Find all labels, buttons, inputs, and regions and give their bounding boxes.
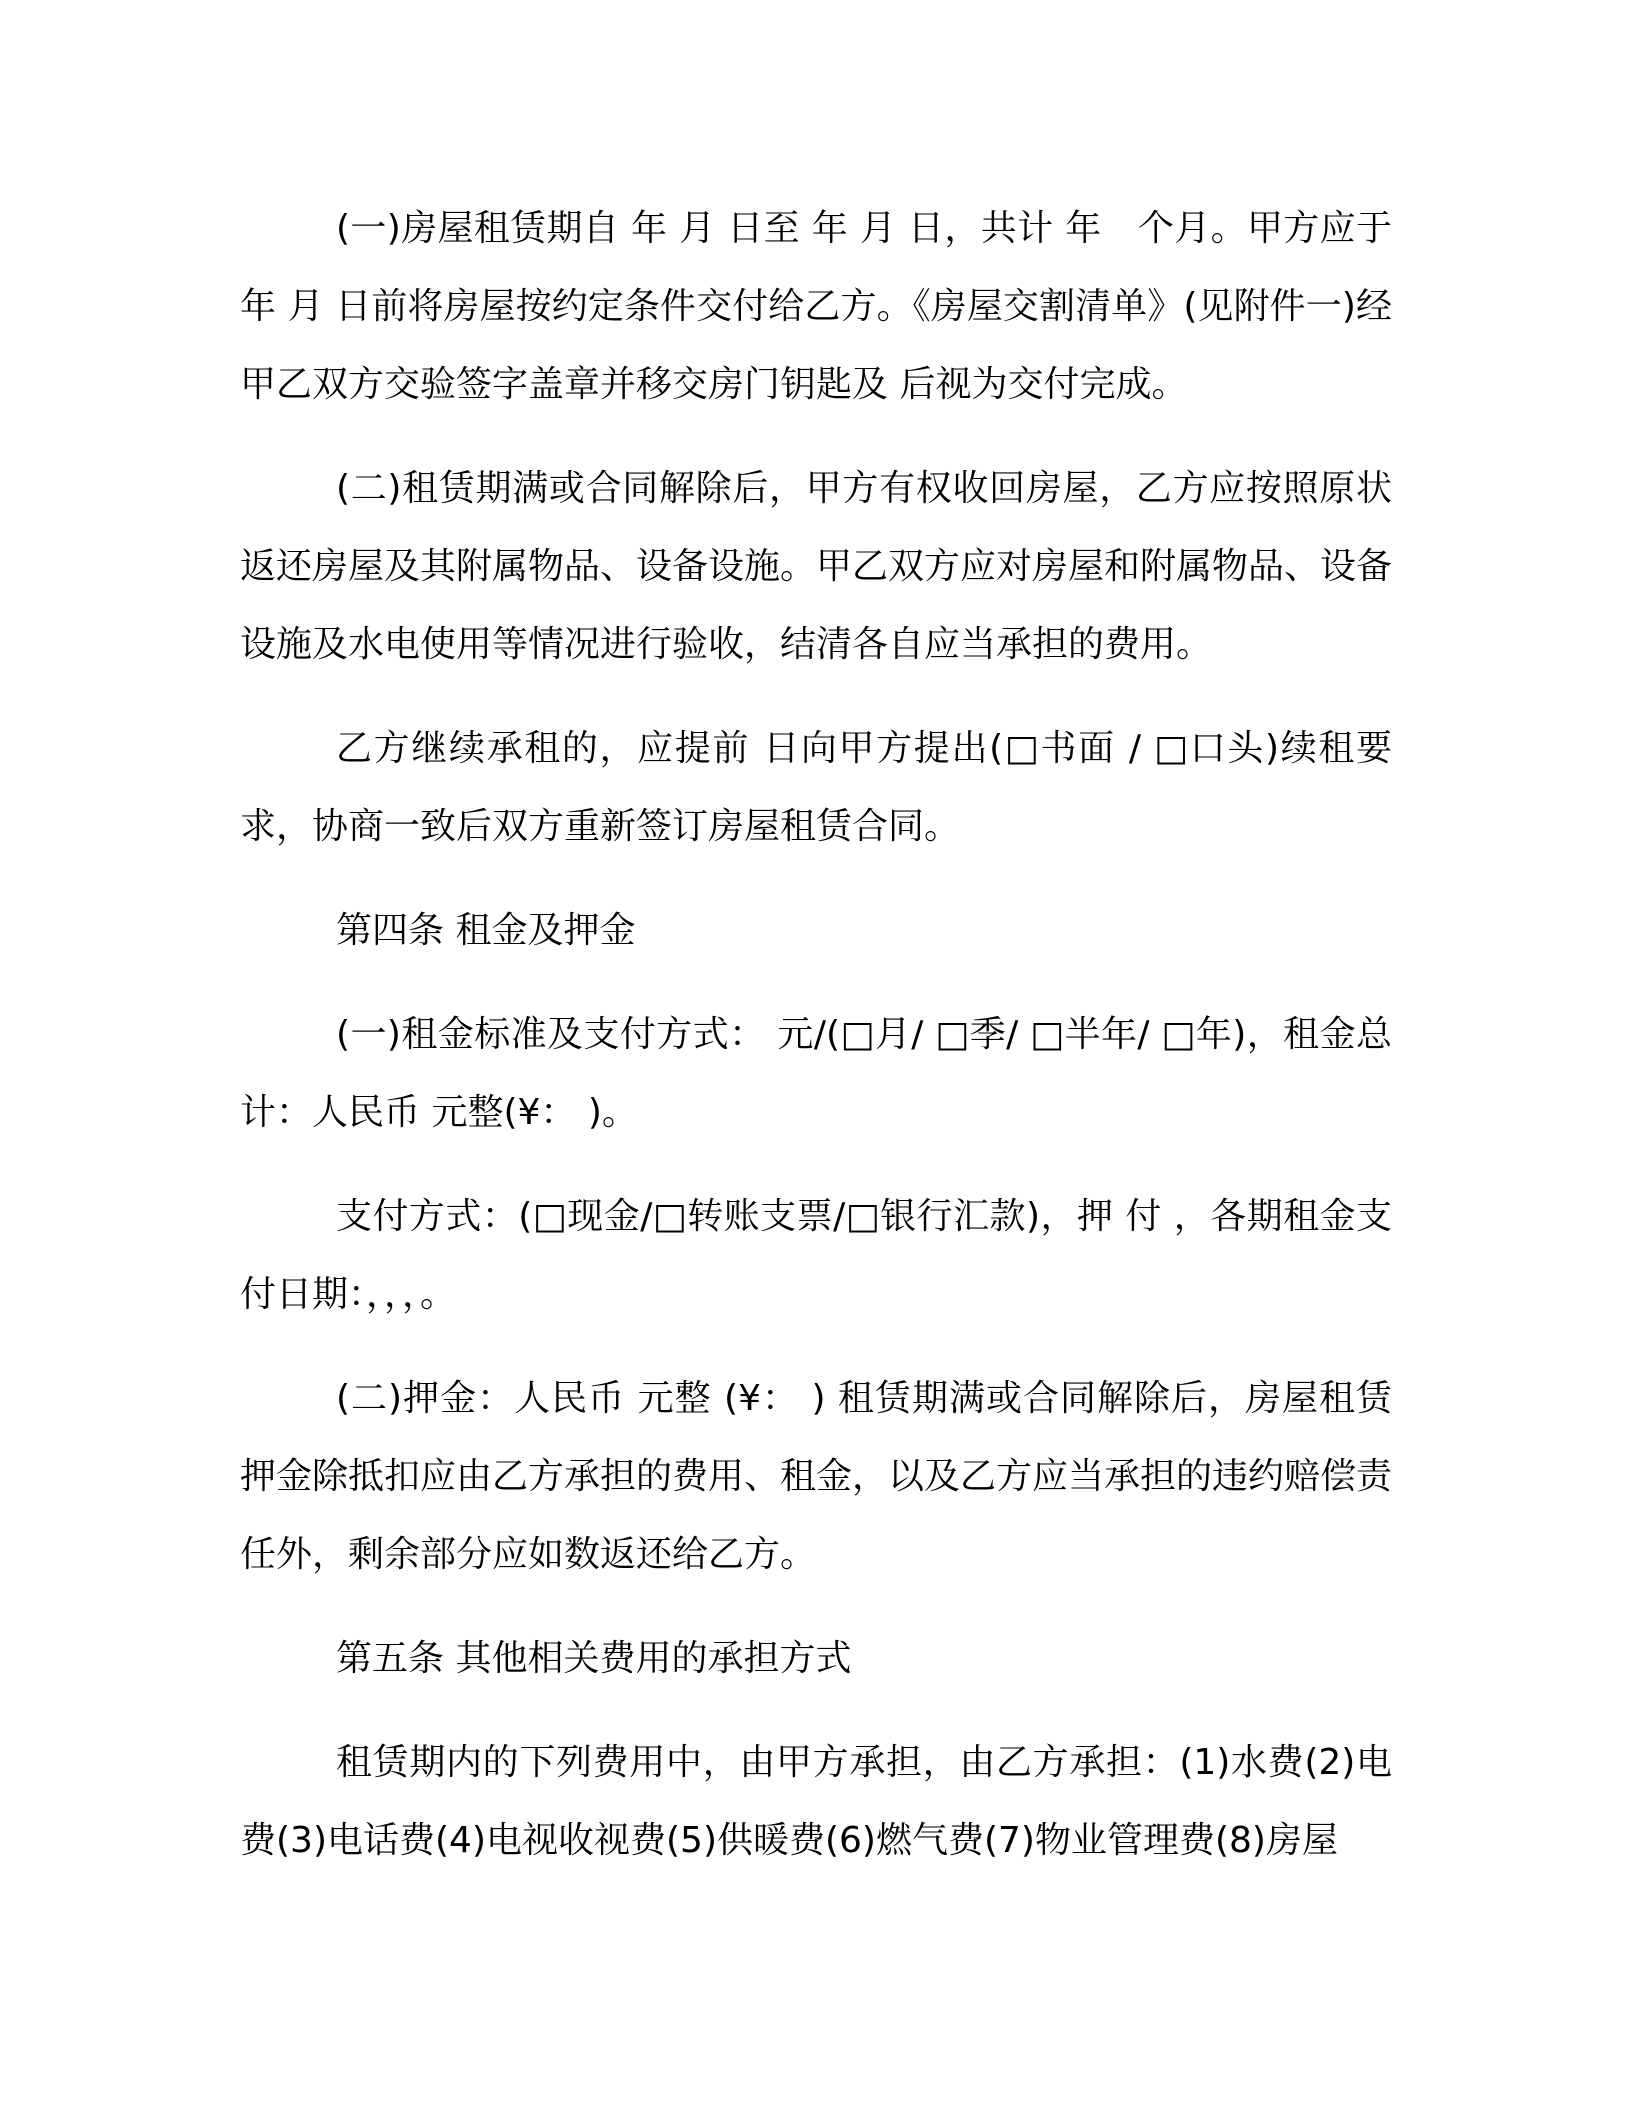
para-renewal: 乙方继续承租的，应提前 日向甲方提出(□书面 / □口头)续租要求，协商一致后双方重新签订房屋租赁合同。	[240, 728, 1392, 847]
heading-article-5: 第五条 其他相关费用的承担方式	[336, 1638, 852, 1679]
para-lease-end: (二)租赁期满或合同解除后，甲方有权收回房屋，乙方应按照原状返还房屋及其附属物品、设备设施。甲乙双方应对房屋和附属物品、设备设施及水电使用等情况进行验收，结清各自应当承担的费用。	[240, 468, 1393, 665]
heading-article-4: 第四条 租金及押金	[336, 910, 636, 951]
para-deposit: (二)押金：人民币 元整 (¥： ) 租赁期满或合同解除后，房屋租赁押金除抵扣应由乙方承担的费用、租金，以及乙方应当承担的违约赔偿责任外，剩余部分应如数返还给乙方。	[240, 1378, 1393, 1575]
para-rent-standard: (一)租金标准及支付方式： 元/(□月/ □季/ □半年/ □年)，租金总计：人民币 元整(¥： )。	[240, 1014, 1392, 1133]
para-payment-method: 支付方式：(□现金/□转账支票/□银行汇款)，押 付 ，各期租金支付日期：，，，。	[240, 1196, 1392, 1315]
document-page	[240, 190, 1392, 1880]
para-lease-term: (一)房屋租赁期自 年 月 日至 年 月 日，共计 年 个月。甲方应于 年 月 日前将房屋按约定条件交付给乙方。《房屋交割清单》(见附件一)经甲乙双方交验签字盖章并移交房门钥匙及 后视为交付完成。	[240, 208, 1392, 405]
para-other-fees: 租赁期内的下列费用中，由甲方承担，由乙方承担：(1)水费(2)电费(3)电话费(4)电视收视费(5)供暖费(6)燃气费(7)物业管理费(8)房屋	[240, 1742, 1392, 1861]
